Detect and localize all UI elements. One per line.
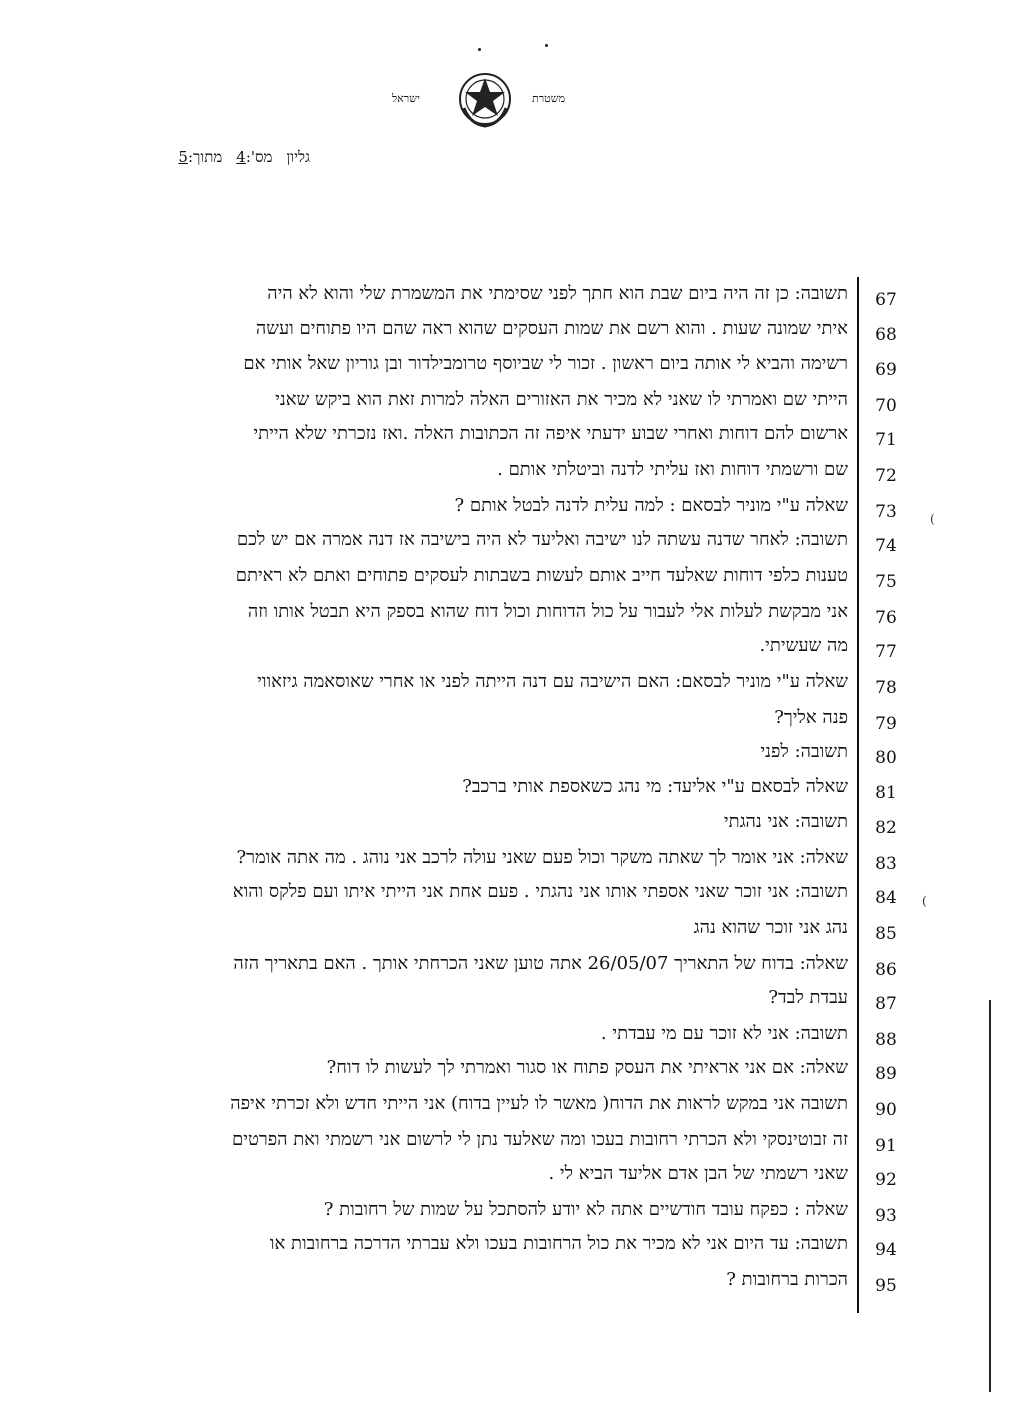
margin-mark: ( [930, 512, 935, 526]
line-number: 93 [875, 1206, 897, 1226]
transcript-line [0, 668, 1020, 702]
line-number: 95 [875, 1276, 897, 1296]
transcript-line [0, 738, 1020, 772]
line-number: 89 [875, 1064, 897, 1084]
line-text: שם ורשמתי דוחות ואז עליתי לדנה וביטלתי אותם . [497, 459, 848, 480]
page-total: 5 [178, 148, 188, 166]
line-number: 77 [875, 642, 897, 662]
line-text: תשובה: כן זה היה ביום שבת הוא חתך לפני שסימתי את המשמרת שלי והוא לא היה [267, 283, 848, 304]
line-text: עבדת לבד? [768, 987, 848, 1008]
line-text: נהג אני זוכר שהוא נהג [693, 917, 848, 938]
num-label: מס':4 [236, 148, 273, 166]
transcript-line [0, 878, 1020, 912]
transcript-line [0, 773, 1020, 807]
line-number: 81 [875, 783, 897, 803]
transcript-line [0, 526, 1020, 560]
transcript-line [0, 844, 1020, 878]
line-text: זה זבוטינסקי ולא הכרתי רחובות בעכו ומה שאלעד נתן לי לרשום אני רשמתי ואת הפרטים [232, 1129, 848, 1150]
line-number: 69 [875, 360, 897, 380]
line-number: 68 [875, 325, 897, 345]
line-text: שאלה לבסאם ע"י אליעד: מי נהג כשאספת אותי ברכב? [462, 776, 848, 797]
line-number: 73 [875, 502, 897, 522]
line-text: תשובה: אני לא זוכר עם מי עבדתי . [600, 1023, 848, 1044]
transcript-line [0, 598, 1020, 632]
transcript-line [0, 456, 1020, 490]
line-text: שאלה ע"י מוניר לבסאם: האם הישיבה עם דנה הייתה לפני או אחרי שאוסאמה גיזאווי [257, 671, 848, 692]
transcript-line [0, 1054, 1020, 1088]
line-text: תשובה: אני זוכר שאני אספתי אותו אני נהגתי . פעם אחת אני הייתי איתו ועם פלקס והוא [232, 881, 848, 902]
line-number: 82 [875, 818, 897, 838]
line-number: 83 [875, 854, 897, 874]
line-number: 75 [875, 572, 897, 592]
sheet-label: גליון [286, 148, 310, 166]
transcript-line [0, 350, 1020, 384]
line-number: 80 [875, 748, 897, 768]
margin-mark: ( [922, 894, 927, 908]
line-number: 78 [875, 678, 897, 698]
transcript-line [0, 984, 1020, 1018]
line-text: תשובה: אני נהגתי [723, 811, 848, 832]
line-text: אני מבקשת לעלות אלי לעבור על כול הדוחות וכול דוח שהוא בספק היא תבטל אותו וזה [247, 601, 848, 622]
line-text: איתי שמונה שעות . והוא רשם את שמות העסקים שהוא ראה שהם היו פתוחים ועשה [255, 318, 848, 339]
line-number: 74 [875, 536, 897, 556]
line-number: 71 [875, 430, 897, 450]
transcript-line [0, 280, 1020, 314]
org-name-israel: ישראל [392, 92, 420, 105]
transcript-line [0, 1126, 1020, 1160]
scan-speck [545, 44, 548, 47]
line-number: 90 [875, 1100, 897, 1120]
line-text: שאלה: אם אני אראיתי את העסק פתוח או סגור ואמרתי לך לעשות לו דוח? [326, 1057, 848, 1078]
transcript-line [0, 420, 1020, 454]
line-number: 70 [875, 396, 897, 416]
transcript-line [0, 562, 1020, 596]
transcript-line [0, 1230, 1020, 1264]
line-text: שאני רשמתי של הבן אדם אליעד הביא לי . [548, 1163, 848, 1184]
transcript-line [0, 914, 1020, 948]
line-text: הכרות ברחובות ? [726, 1269, 848, 1290]
line-number: 87 [875, 994, 897, 1014]
line-text: שאלה: בדוח של התאריך 26/05/07 אתה טוען שאני הכרחתי אותך . האם בתאריך הזה [233, 953, 848, 974]
transcript-line [0, 1090, 1020, 1124]
line-text: תשובה: עד היום אני לא מכיר את כול הרחובות בעכו ולא עברתי הדרכה ברחובות או [269, 1233, 848, 1254]
line-number: 79 [875, 714, 897, 734]
transcript-line [0, 1196, 1020, 1230]
page-info [100, 148, 310, 167]
transcript-line [0, 1160, 1020, 1194]
line-text: שאלה: אני אומר לך שאתה משקר וכול פעם שאני עולה לרכב אני נוהג . מה אתה אומר? [236, 847, 848, 868]
scan-speck [478, 48, 481, 51]
line-number: 94 [875, 1240, 897, 1260]
line-number: 84 [875, 888, 897, 908]
line-number: 86 [875, 960, 897, 980]
line-number: 85 [875, 924, 897, 944]
line-text: טענות כלפי דוחות שאלעד חייב אותם לעשות בשבתות לעסקים פתוחים ואתם לא ראיתם [235, 565, 848, 586]
line-text: שאלה ע"י מוניר לבסאם : למה עלית לדנה לבטל אותם ? [454, 495, 848, 516]
police-emblem-icon [456, 68, 514, 130]
line-text: הייתי שם ואמרתי לו שאני לא מכיר את האזורים האלה למרות זאת הוא ביקש שאני [275, 389, 848, 410]
line-number: 72 [875, 466, 897, 486]
transcript-line [0, 950, 1020, 984]
of-label: מתוך:5 [178, 148, 223, 166]
line-text: רשימה והביא לי אותה ביום ראשון . זכור לי שביוסף טרומבילדור ובן גוריון שאל אותי אם [243, 353, 848, 374]
transcript-line [0, 1020, 1020, 1054]
transcript-line [0, 386, 1020, 420]
letterhead [380, 66, 600, 136]
transcript-line [0, 315, 1020, 349]
transcript-line [0, 704, 1020, 738]
line-number: 91 [875, 1136, 897, 1156]
line-text: שאלה : כפקח עובד חודשיים אתה לא יודע להסתכל על שמות של רחובות ? [323, 1199, 848, 1220]
transcript-line [0, 808, 1020, 842]
line-text: מה שעשיתי. [759, 635, 848, 656]
transcript-line [0, 1266, 1020, 1300]
page-number: 4 [236, 148, 246, 166]
line-text: תשובה: לפני [760, 741, 848, 762]
org-name-police: משטרת [532, 92, 566, 105]
line-text: תשובה: לאחר שדנה עשתה לנו ישיבה ואליעד לא היה בישיבה אז דנה אמרה אם יש לכם [236, 529, 848, 550]
line-text: תשובה אני במקש לראות את הדוח( מאשר לו לעיין בדוח) אני הייתי חדש ולא זכרתי איפה [230, 1093, 848, 1114]
line-number: 88 [875, 1030, 897, 1050]
margin-bar [989, 1000, 991, 1392]
line-text: ארשום להם דוחות ואחרי שבוע ידעתי איפה זה הכתובות האלה .ואז נזכרתי שלא הייתי [253, 423, 848, 444]
line-number: 76 [875, 608, 897, 628]
transcript-line [0, 632, 1020, 666]
line-number: 92 [875, 1170, 897, 1190]
line-text: פנה אליך? [774, 707, 848, 728]
line-number: 67 [875, 290, 897, 310]
transcript-line [0, 492, 1020, 526]
